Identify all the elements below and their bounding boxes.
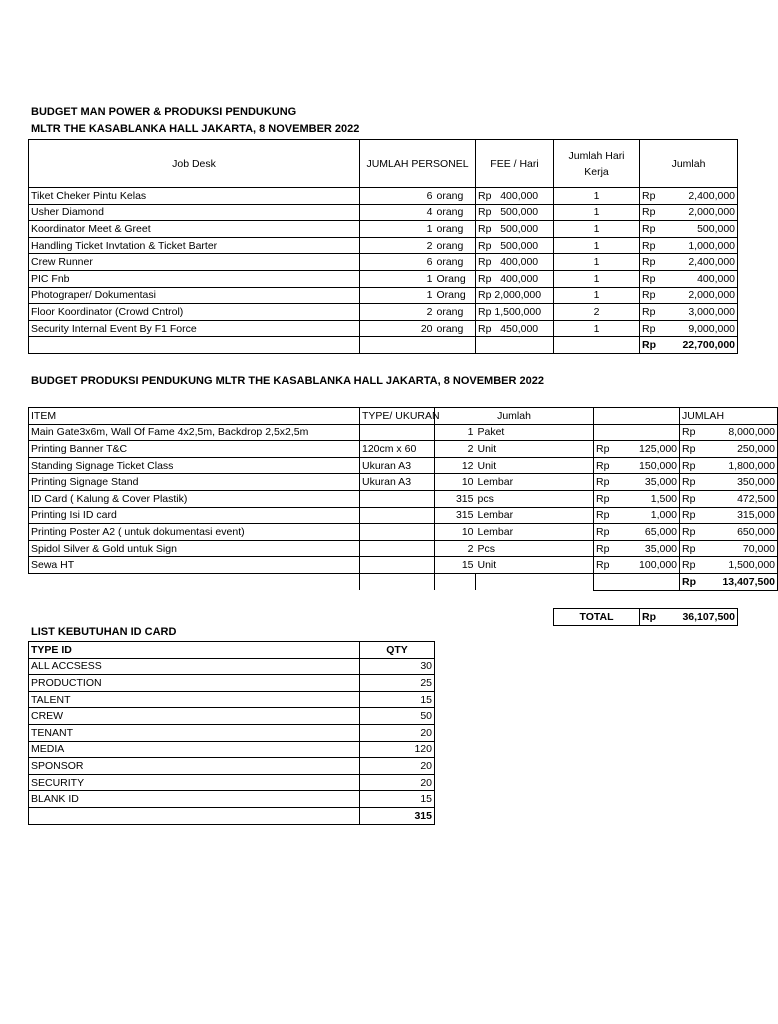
amount-cell: 650,000 [710,524,778,541]
amount-cell: 400,000 [670,270,738,287]
amount-currency-cell: Rp [680,524,710,541]
produksi-total-rp: Rp [680,573,710,590]
days-cell: 1 [554,287,640,304]
qty-cell: 1 [435,424,476,441]
price-currency-cell [594,424,624,441]
header-jumlah-qty: Jumlah [435,408,594,425]
qty-cell: 30 [360,658,435,675]
table-row [29,675,435,692]
type-cell [360,424,435,441]
type-id-cell: SECURITY [29,774,360,791]
qty-cell: 12 [435,457,476,474]
personel-unit-cell: orang [435,304,476,321]
days-cell: 1 [554,204,640,221]
table-row [29,490,778,507]
item-cell: Sewa HT [29,557,360,574]
amount-currency-cell: Rp [680,540,710,557]
qty-cell: 315 [435,490,476,507]
price-currency-cell: Rp [594,540,624,557]
type-cell: Ukuran A3 [360,474,435,491]
job-desk-cell: Security Internal Event By F1 Force [29,320,360,337]
amount-cell: 8,000,000 [710,424,778,441]
qty-cell: 10 [435,524,476,541]
amount-cell: 500,000 [670,221,738,238]
currency-cell: Rp [640,320,670,337]
table-row [29,691,435,708]
amount-cell: 472,500 [710,490,778,507]
job-desk-cell: Usher Diamond [29,204,360,221]
header-qty: QTY [360,642,435,659]
amount-cell: 1,500,000 [710,557,778,574]
type-id-cell: PRODUCTION [29,675,360,692]
price-cell: 65,000 [624,524,680,541]
job-desk-cell: Photograper/ Dokumentasi [29,287,360,304]
price-cell: 100,000 [624,557,680,574]
section2-title: BUDGET PRODUKSI PENDUKUNG MLTR THE KASABLANKA HALL JAKARTA, 8 NOVEMBER 2022 [31,375,544,387]
unit-cell: Pcs [476,540,594,557]
section1-title: BUDGET MAN POWER & PRODUKSI PENDUKUNG [31,106,297,118]
personel-unit-cell: orang [435,320,476,337]
manpower-total-row [29,337,738,354]
price-cell [624,424,680,441]
header-jumlah-hari: Jumlah Hari Kerja [554,140,640,188]
item-cell: Spidol Silver & Gold untuk Sign [29,540,360,557]
personel-unit-cell: Orang [435,270,476,287]
personel-unit-cell: orang [435,254,476,271]
personel-unit-cell: orang [435,237,476,254]
amount-currency-cell: Rp [680,490,710,507]
qty-cell: 120 [360,741,435,758]
fee-cell: Rp 500,000 [476,204,554,221]
amount-cell: 250,000 [710,441,778,458]
personel-qty-cell: 1 [360,287,435,304]
table-row [29,791,435,808]
manpower-total-rp: Rp [640,337,670,354]
qty-cell: 15 [360,691,435,708]
table-row [29,254,738,271]
item-cell: Printing Poster A2 ( untuk dokumentasi event) [29,524,360,541]
table-row [29,741,435,758]
qty-cell: 315 [435,507,476,524]
price-currency-cell: Rp [594,557,624,574]
amount-cell: 315,000 [710,507,778,524]
amount-currency-cell: Rp [680,474,710,491]
fee-cell: Rp 500,000 [476,221,554,238]
type-cell: 120cm x 60 [360,441,435,458]
header-jumlah-total: JUMLAH [680,408,778,425]
amount-cell: 70,000 [710,540,778,557]
amount-currency-cell: Rp [680,557,710,574]
table-row [29,658,435,675]
personel-unit-cell: Orang [435,287,476,304]
personel-qty-cell: 2 [360,304,435,321]
manpower-table [28,139,738,354]
amount-currency-cell: Rp [680,441,710,458]
amount-cell: 1,000,000 [670,237,738,254]
table-row [29,320,738,337]
idcard-total-row [29,807,435,824]
days-cell: 1 [554,254,640,271]
table-row [29,758,435,775]
amount-cell: 2,400,000 [670,188,738,205]
header-jumlah-personel: JUMLAH PERSONEL [360,140,476,188]
unit-cell: Unit [476,557,594,574]
days-cell: 1 [554,237,640,254]
qty-cell: 2 [435,441,476,458]
item-cell: Standing Signage Ticket Class [29,457,360,474]
amount-cell: 2,000,000 [670,287,738,304]
amount-cell: 2,000,000 [670,204,738,221]
table-row [29,270,738,287]
section1-subtitle: MLTR THE KASABLANKA HALL JAKARTA, 8 NOVEMBER 2022 [31,123,360,135]
price-currency-cell: Rp [594,474,624,491]
job-desk-cell: PIC Fnb [29,270,360,287]
table-row [29,204,738,221]
grand-total-rp: Rp [640,609,670,626]
manpower-header-row [29,140,738,188]
qty-cell: 20 [360,774,435,791]
table-row [29,524,778,541]
header-job-desk: Job Desk [29,140,360,188]
fee-cell: Rp 400,000 [476,254,554,271]
days-cell: 1 [554,221,640,238]
personel-qty-cell: 1 [360,270,435,287]
table-row [29,557,778,574]
currency-cell: Rp [640,287,670,304]
fee-cell: Rp 2,000,000 [476,287,554,304]
table-row [29,457,778,474]
fee-cell: Rp 400,000 [476,270,554,287]
qty-cell: 20 [360,758,435,775]
table-row [29,287,738,304]
personel-qty-cell: 2 [360,237,435,254]
type-cell [360,490,435,507]
table-row [29,708,435,725]
header-fee: FEE / Hari [476,140,554,188]
job-desk-cell: Handling Ticket Invtation & Ticket Barter [29,237,360,254]
idcard-header-row [29,642,435,659]
table-row [29,474,778,491]
qty-cell: 20 [360,724,435,741]
table-row [29,724,435,741]
produksi-total-row [29,573,778,590]
grand-total-row [554,609,738,626]
grand-total-label: TOTAL [554,609,640,626]
price-currency-cell: Rp [594,441,624,458]
unit-cell: pcs [476,490,594,507]
personel-qty-cell: 6 [360,188,435,205]
qty-cell: 15 [435,557,476,574]
table-row [29,424,778,441]
days-cell: 1 [554,320,640,337]
price-cell: 1,500 [624,490,680,507]
amount-currency-cell: Rp [680,457,710,474]
type-id-cell: BLANK ID [29,791,360,808]
item-cell: Printing Banner T&C [29,441,360,458]
amount-currency-cell: Rp [680,507,710,524]
personel-unit-cell: orang [435,221,476,238]
grand-total-table [553,608,738,626]
qty-cell: 2 [435,540,476,557]
personel-qty-cell: 6 [360,254,435,271]
table-row [29,188,738,205]
currency-cell: Rp [640,188,670,205]
header-type-id: TYPE ID [29,642,360,659]
amount-cell: 3,000,000 [670,304,738,321]
price-cell: 35,000 [624,540,680,557]
fee-cell: Rp 1,500,000 [476,304,554,321]
table-row [29,221,738,238]
item-cell: Printing Signage Stand [29,474,360,491]
header-jumlah: Jumlah [640,140,738,188]
item-cell: ID Card ( Kalung & Cover Plastik) [29,490,360,507]
unit-cell: Lembar [476,474,594,491]
fee-cell: Rp 400,000 [476,188,554,205]
type-cell [360,540,435,557]
fee-cell: Rp 500,000 [476,237,554,254]
amount-cell: 9,000,000 [670,320,738,337]
qty-cell: 50 [360,708,435,725]
price-cell: 150,000 [624,457,680,474]
table-row [29,774,435,791]
type-id-cell: TENANT [29,724,360,741]
table-row [29,507,778,524]
price-currency-cell: Rp [594,457,624,474]
amount-cell: 1,800,000 [710,457,778,474]
unit-cell: Lembar [476,507,594,524]
qty-cell: 10 [435,474,476,491]
table-row [29,441,778,458]
price-cell: 1,000 [624,507,680,524]
days-cell: 1 [554,270,640,287]
currency-cell: Rp [640,221,670,238]
type-cell [360,507,435,524]
personel-unit-cell: orang [435,188,476,205]
table-row [29,540,778,557]
job-desk-cell: Crew Runner [29,254,360,271]
unit-cell: Unit [476,457,594,474]
personel-unit-cell: orang [435,204,476,221]
header-item: ITEM [29,408,360,425]
personel-qty-cell: 4 [360,204,435,221]
price-currency-cell: Rp [594,524,624,541]
grand-total-amount: 36,107,500 [670,609,738,626]
table-row [29,237,738,254]
price-currency-cell: Rp [594,490,624,507]
type-id-cell: ALL ACCSESS [29,658,360,675]
type-cell [360,524,435,541]
price-cell: 35,000 [624,474,680,491]
price-cell: 125,000 [624,441,680,458]
currency-cell: Rp [640,304,670,321]
type-id-cell: SPONSOR [29,758,360,775]
type-cell: Ukuran A3 [360,457,435,474]
unit-cell: Unit [476,441,594,458]
amount-cell: 350,000 [710,474,778,491]
amount-currency-cell: Rp [680,424,710,441]
header-type-ukuran: TYPE/ UKURAN [360,408,435,425]
price-currency-cell: Rp [594,507,624,524]
section3-title: LIST KEBUTUHAN ID CARD [31,626,177,638]
job-desk-cell: Koordinator Meet & Greet [29,221,360,238]
days-cell: 1 [554,188,640,205]
personel-qty-cell: 1 [360,221,435,238]
qty-cell: 15 [360,791,435,808]
type-id-cell: MEDIA [29,741,360,758]
unit-cell: Paket [476,424,594,441]
currency-cell: Rp [640,254,670,271]
produksi-table [28,407,778,591]
qty-cell: 25 [360,675,435,692]
unit-cell: Lembar [476,524,594,541]
personel-qty-cell: 20 [360,320,435,337]
currency-cell: Rp [640,237,670,254]
type-id-cell: CREW [29,708,360,725]
days-cell: 2 [554,304,640,321]
type-id-cell: TALENT [29,691,360,708]
currency-cell: Rp [640,270,670,287]
item-cell: Printing Isi ID card [29,507,360,524]
idcard-total: 315 [360,807,435,824]
item-cell: Main Gate3x6m, Wall Of Fame 4x2,5m, Backdrop 2,5x2,5m [29,424,360,441]
type-cell [360,557,435,574]
amount-cell: 2,400,000 [670,254,738,271]
fee-cell: Rp 450,000 [476,320,554,337]
table-row [29,304,738,321]
job-desk-cell: Floor Koordinator (Crowd Cntrol) [29,304,360,321]
produksi-header-row [29,408,778,425]
manpower-total-amount: 22,700,000 [670,337,738,354]
produksi-total-amount: 13,407,500 [710,573,778,590]
currency-cell: Rp [640,204,670,221]
job-desk-cell: Tiket Cheker Pintu Kelas [29,188,360,205]
idcard-table [28,641,435,825]
